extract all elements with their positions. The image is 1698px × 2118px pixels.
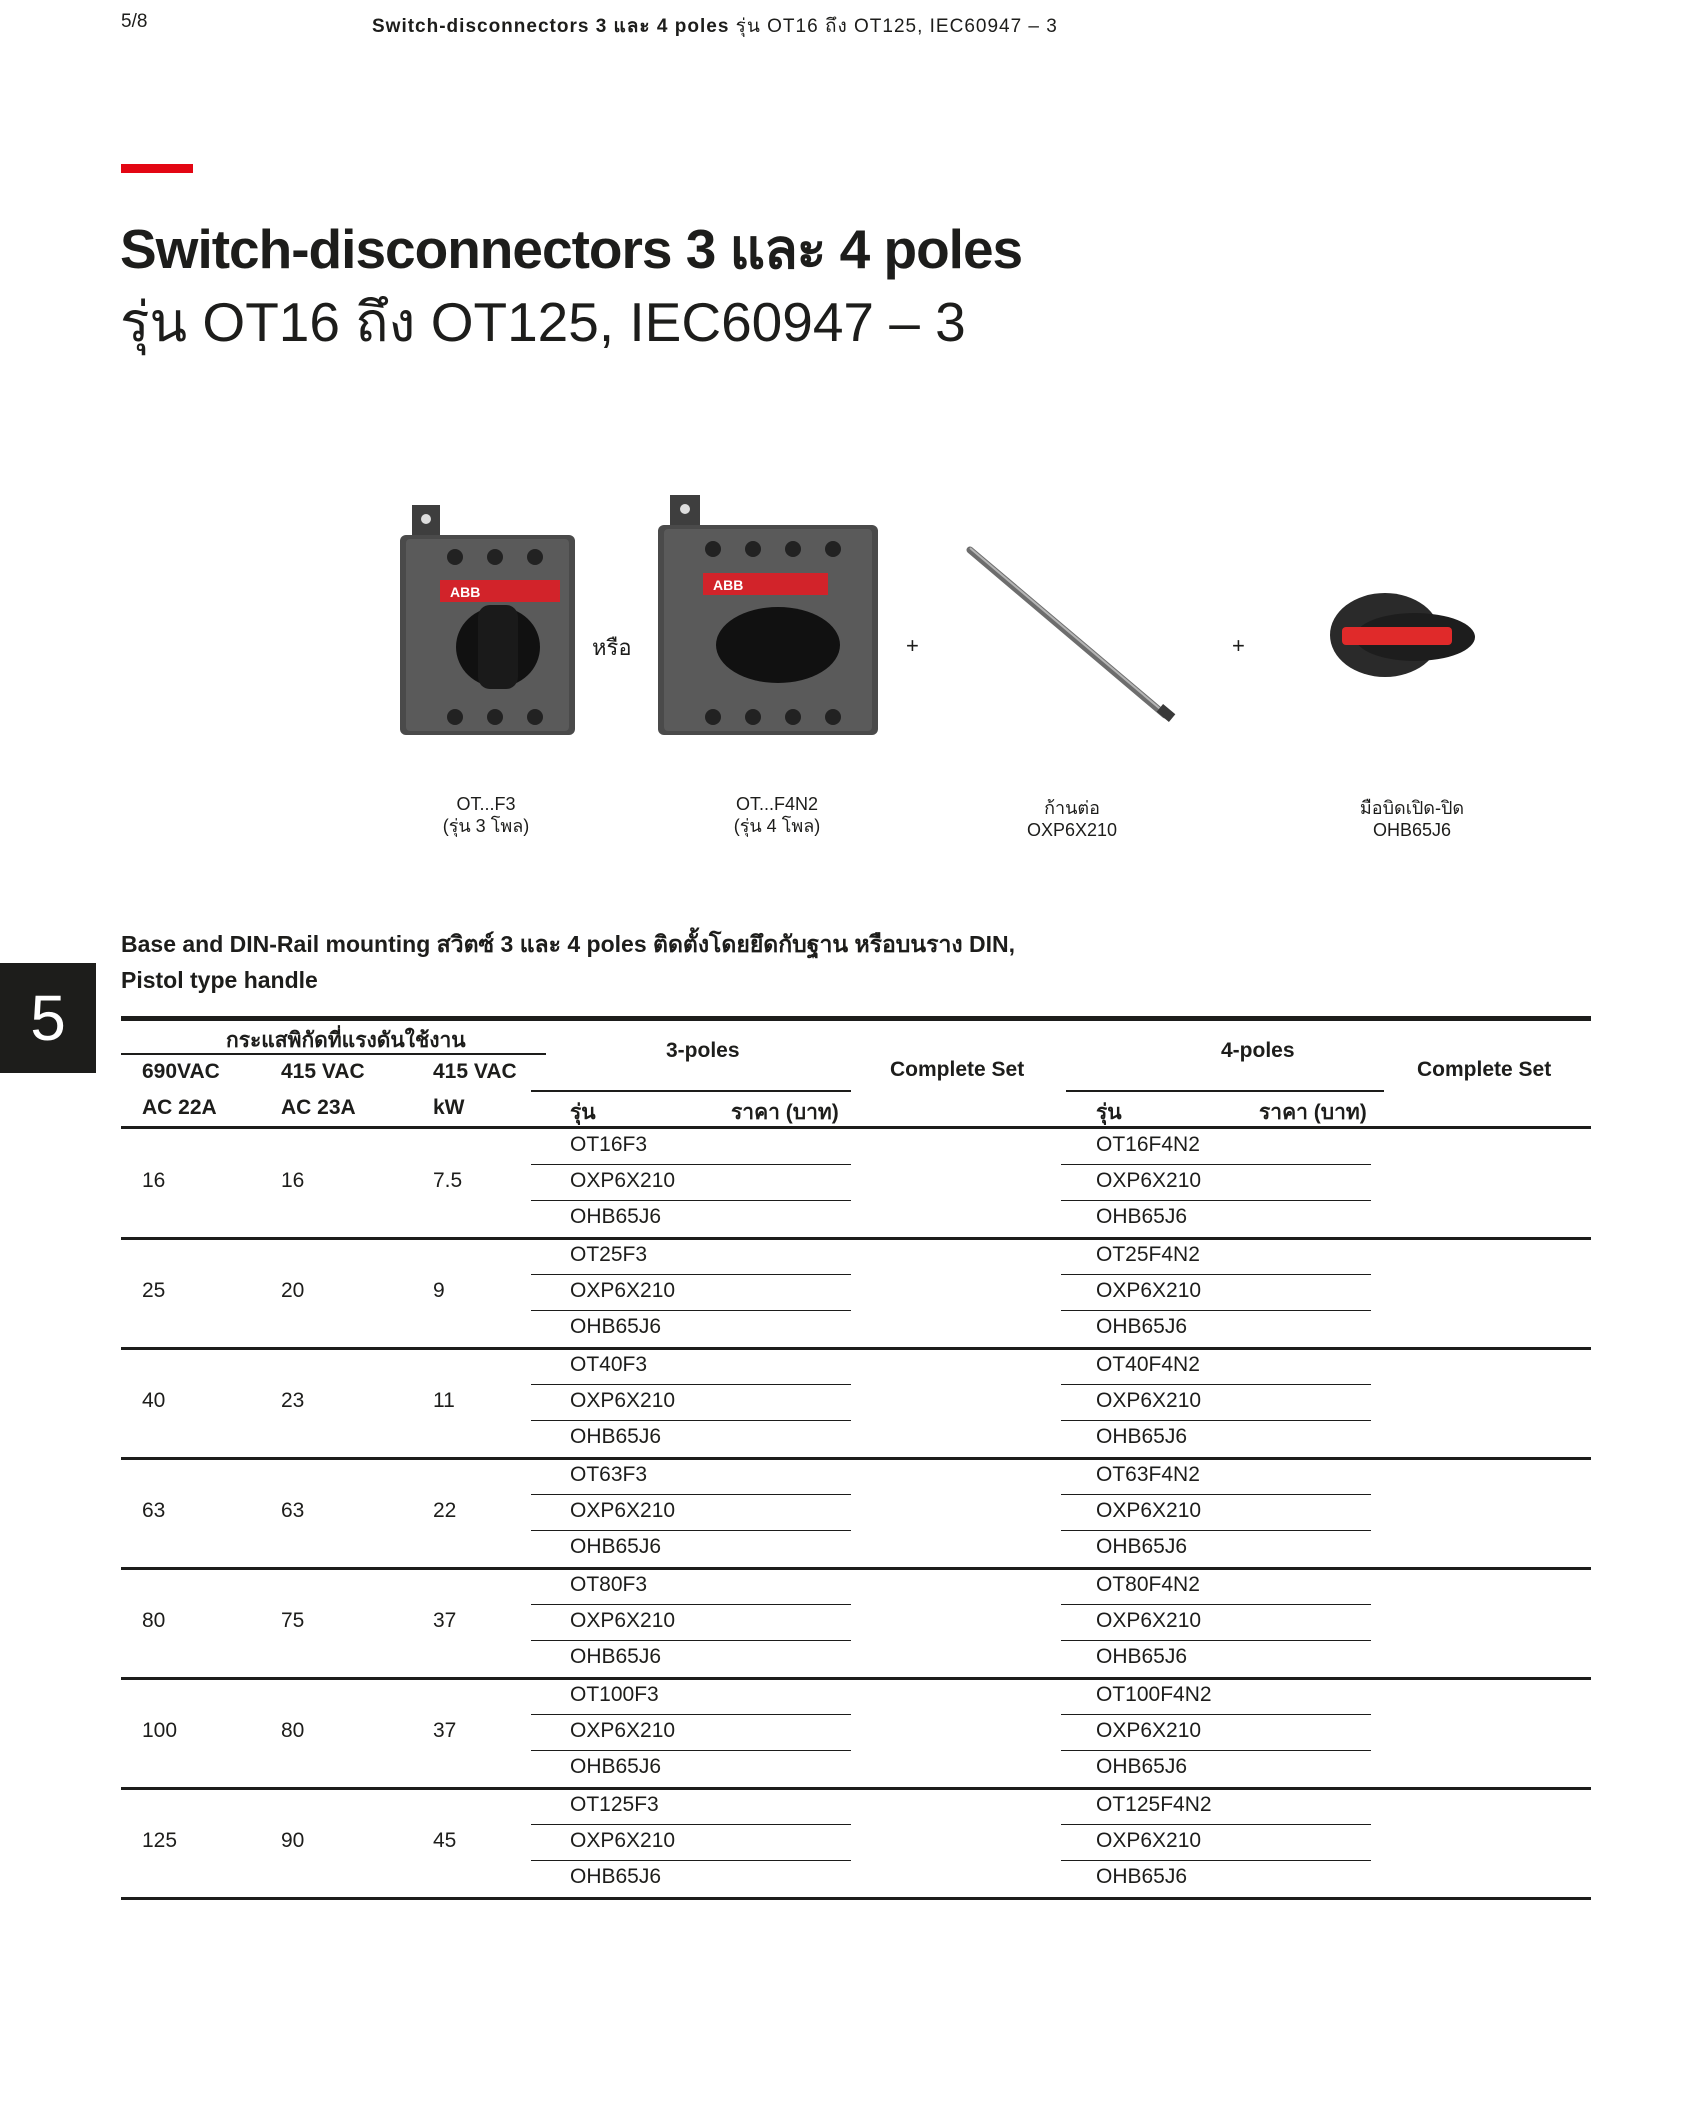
or-label: หรือ xyxy=(592,635,632,660)
spec-table xyxy=(121,1016,1591,1892)
table-rule xyxy=(121,1016,1591,1021)
model-header: รุ่น xyxy=(1096,1101,1122,1124)
model-4pole-cell: OT125F4N2 xyxy=(1096,1793,1212,1816)
table-rule xyxy=(121,1347,1591,1350)
product-caption xyxy=(657,793,897,837)
kw-cell: 22 xyxy=(433,1499,457,1522)
model-3pole-cell: OXP6X210 xyxy=(570,1389,676,1412)
section-heading-line: Base and DIN-Rail mounting สวิตซ์ 3 และ 4 poles ติดตั้งโดยยึดกับฐาน หรือบนราง DIN, xyxy=(121,931,1016,957)
model-3pole-cell: OT100F3 xyxy=(570,1683,659,1706)
section-heading xyxy=(121,926,1221,998)
model-3pole-cell: OHB65J6 xyxy=(570,1755,662,1778)
page-header xyxy=(121,11,1698,41)
model-header: รุ่น xyxy=(570,1101,596,1124)
table-rule xyxy=(531,1090,851,1092)
table-rule xyxy=(1061,1164,1371,1165)
table-rule xyxy=(1061,1750,1371,1751)
caption-line: OHB65J6 xyxy=(1372,820,1452,840)
model-3pole-cell: OXP6X210 xyxy=(570,1279,676,1302)
ac23a-cell: 16 xyxy=(281,1169,305,1192)
table-rule xyxy=(1061,1384,1371,1385)
complete-set-header: Complete Set xyxy=(1417,1058,1552,1081)
caption-line: OT...F4N2 xyxy=(735,794,819,814)
model-3pole-cell: OHB65J6 xyxy=(570,1865,662,1888)
ac23a-cell: 80 xyxy=(281,1719,305,1742)
chapter-tab: 5 xyxy=(0,963,96,1073)
model-4pole-cell: OT63F4N2 xyxy=(1096,1463,1200,1486)
ac23a-cell: 63 xyxy=(281,1499,305,1522)
model-4pole-cell: OT40F4N2 xyxy=(1096,1353,1200,1376)
table-rule xyxy=(531,1164,851,1165)
model-3pole-cell: OHB65J6 xyxy=(570,1535,662,1558)
page-subtitle: รุ่น OT16 ถึง OT125, IEC60947 – 3 xyxy=(120,291,966,353)
category-header: AC 22A xyxy=(142,1096,217,1119)
price-header: ราคา (บาท) xyxy=(731,1101,839,1124)
model-3pole-cell: OXP6X210 xyxy=(570,1169,676,1192)
caption-line: (รุ่น 3 โพล) xyxy=(442,816,530,836)
model-4pole-cell: OXP6X210 xyxy=(1096,1829,1202,1852)
ac22a-cell: 80 xyxy=(142,1609,166,1632)
model-4pole-cell: OHB65J6 xyxy=(1096,1205,1188,1228)
section-heading-line: Pistol type handle xyxy=(121,967,318,993)
running-title xyxy=(372,11,1058,41)
table-rule xyxy=(531,1530,851,1531)
model-3pole-cell: OHB65J6 xyxy=(570,1645,662,1668)
kw-cell: 11 xyxy=(433,1389,455,1412)
table-rule xyxy=(531,1274,851,1275)
voltage-header: 415 VAC xyxy=(281,1060,365,1083)
table-rule xyxy=(1061,1200,1371,1201)
kw-cell: 37 xyxy=(433,1609,457,1632)
table-group-header: กระแสพิกัดที่แรงดันใช้งาน xyxy=(226,1029,466,1052)
complete-set-header: Complete Set xyxy=(890,1058,1025,1081)
product-caption xyxy=(366,793,606,837)
plus-sign: + xyxy=(906,633,919,658)
model-4pole-cell: OT16F4N2 xyxy=(1096,1133,1200,1156)
model-4pole-cell: OXP6X210 xyxy=(1096,1169,1202,1192)
model-4pole-cell: OHB65J6 xyxy=(1096,1865,1188,1888)
plus-sign: + xyxy=(1232,633,1245,658)
product-caption xyxy=(1292,797,1532,841)
model-3pole-cell: OT80F3 xyxy=(570,1573,648,1596)
table-rule xyxy=(531,1860,851,1861)
model-4pole-cell: OHB65J6 xyxy=(1096,1425,1188,1448)
three-poles-header: 3-poles xyxy=(666,1039,740,1062)
model-4pole-cell: OT100F4N2 xyxy=(1096,1683,1212,1706)
table-rule xyxy=(1061,1824,1371,1825)
model-3pole-cell: OXP6X210 xyxy=(570,1609,676,1632)
svg-text:ABB: ABB xyxy=(713,577,744,593)
table-rule xyxy=(1061,1604,1371,1605)
model-4pole-cell: OXP6X210 xyxy=(1096,1609,1202,1632)
price-header: ราคา (บาท) xyxy=(1259,1101,1367,1124)
switch-4-pole-image xyxy=(658,495,878,735)
model-4pole-cell: OXP6X210 xyxy=(1096,1719,1202,1742)
model-4pole-cell: OHB65J6 xyxy=(1096,1315,1188,1338)
caption-line: มือบิดเปิด-ปิด xyxy=(1359,798,1465,818)
table-rule xyxy=(121,1677,1591,1680)
table-rule xyxy=(121,1567,1591,1570)
page-title: Switch-disconnectors 3 และ 4 poles xyxy=(120,218,1023,280)
model-3pole-cell: OT63F3 xyxy=(570,1463,648,1486)
caption-line: (รุ่น 4 โพล) xyxy=(733,816,821,836)
category-header: kW xyxy=(433,1096,465,1119)
pistol-handle-image xyxy=(1320,585,1480,685)
ac23a-cell: 20 xyxy=(281,1279,305,1302)
ac22a-cell: 100 xyxy=(142,1719,178,1742)
voltage-header: 415 VAC xyxy=(433,1060,517,1083)
kw-cell: 9 xyxy=(433,1279,445,1302)
ac22a-cell: 40 xyxy=(142,1389,166,1412)
model-3pole-cell: OT40F3 xyxy=(570,1353,648,1376)
ac22a-cell: 16 xyxy=(142,1169,166,1192)
model-4pole-cell: OT80F4N2 xyxy=(1096,1573,1200,1596)
table-rule xyxy=(1061,1860,1371,1861)
table-rule xyxy=(531,1640,851,1641)
caption-line: OXP6X210 xyxy=(1026,820,1118,840)
table-rule xyxy=(531,1384,851,1385)
model-4pole-cell: OHB65J6 xyxy=(1096,1755,1188,1778)
voltage-header: 690VAC xyxy=(142,1060,220,1083)
running-title-bold: Switch-disconnectors 3 และ 4 poles xyxy=(372,16,730,37)
ac22a-cell: 63 xyxy=(142,1499,166,1522)
table-rule xyxy=(1061,1640,1371,1641)
caption-line: ก้านต่อ xyxy=(1044,798,1100,818)
accent-bar xyxy=(121,164,193,173)
table-rule xyxy=(1061,1494,1371,1495)
table-rule xyxy=(1061,1420,1371,1421)
table-rule xyxy=(531,1494,851,1495)
table-rule xyxy=(121,1787,1591,1790)
table-rule xyxy=(531,1604,851,1605)
table-rule xyxy=(531,1714,851,1715)
model-4pole-cell: OHB65J6 xyxy=(1096,1535,1188,1558)
model-3pole-cell: OT25F3 xyxy=(570,1243,648,1266)
category-header: AC 23A xyxy=(281,1096,356,1119)
table-rule xyxy=(531,1310,851,1311)
table-rule xyxy=(121,1457,1591,1460)
kw-cell: 7.5 xyxy=(433,1169,463,1192)
model-4pole-cell: OXP6X210 xyxy=(1096,1279,1202,1302)
table-rule xyxy=(531,1750,851,1751)
model-3pole-cell: OT125F3 xyxy=(570,1793,659,1816)
model-4pole-cell: OT25F4N2 xyxy=(1096,1243,1200,1266)
table-rule xyxy=(1061,1530,1371,1531)
model-3pole-cell: OXP6X210 xyxy=(570,1499,676,1522)
product-caption xyxy=(952,797,1192,841)
table-rule xyxy=(1061,1274,1371,1275)
table-rule xyxy=(1061,1310,1371,1311)
caption-line: OT...F3 xyxy=(456,794,516,814)
svg-text:ABB: ABB xyxy=(450,584,481,600)
table-rule xyxy=(1061,1714,1371,1715)
model-4pole-cell: OHB65J6 xyxy=(1096,1645,1188,1668)
ac23a-cell: 23 xyxy=(281,1389,305,1412)
ac23a-cell: 75 xyxy=(281,1609,305,1632)
model-3pole-cell: OXP6X210 xyxy=(570,1829,676,1852)
running-title-rest: รุ่น OT16 ถึง OT125, IEC60947 – 3 xyxy=(729,16,1058,37)
ac23a-cell: 90 xyxy=(281,1829,305,1852)
table-rule xyxy=(121,1237,1591,1240)
model-3pole-cell: OT16F3 xyxy=(570,1133,648,1156)
model-4pole-cell: OXP6X210 xyxy=(1096,1389,1202,1412)
table-rule xyxy=(531,1824,851,1825)
kw-cell: 37 xyxy=(433,1719,457,1742)
switch-3-pole-image xyxy=(400,505,575,735)
four-poles-header: 4-poles xyxy=(1221,1039,1295,1062)
model-3pole-cell: OHB65J6 xyxy=(570,1315,662,1338)
ac22a-cell: 125 xyxy=(142,1829,178,1852)
model-3pole-cell: OHB65J6 xyxy=(570,1205,662,1228)
table-rule xyxy=(531,1420,851,1421)
table-rule xyxy=(121,1897,1591,1900)
kw-cell: 45 xyxy=(433,1829,457,1852)
extension-shaft-image xyxy=(960,540,1190,730)
ac22a-cell: 25 xyxy=(142,1279,166,1302)
model-4pole-cell: OXP6X210 xyxy=(1096,1499,1202,1522)
model-3pole-cell: OXP6X210 xyxy=(570,1719,676,1742)
table-rule xyxy=(531,1200,851,1201)
model-3pole-cell: OHB65J6 xyxy=(570,1425,662,1448)
page-number: 5/8 xyxy=(121,11,148,32)
table-rule xyxy=(121,1126,1591,1129)
table-rule xyxy=(1066,1090,1384,1092)
